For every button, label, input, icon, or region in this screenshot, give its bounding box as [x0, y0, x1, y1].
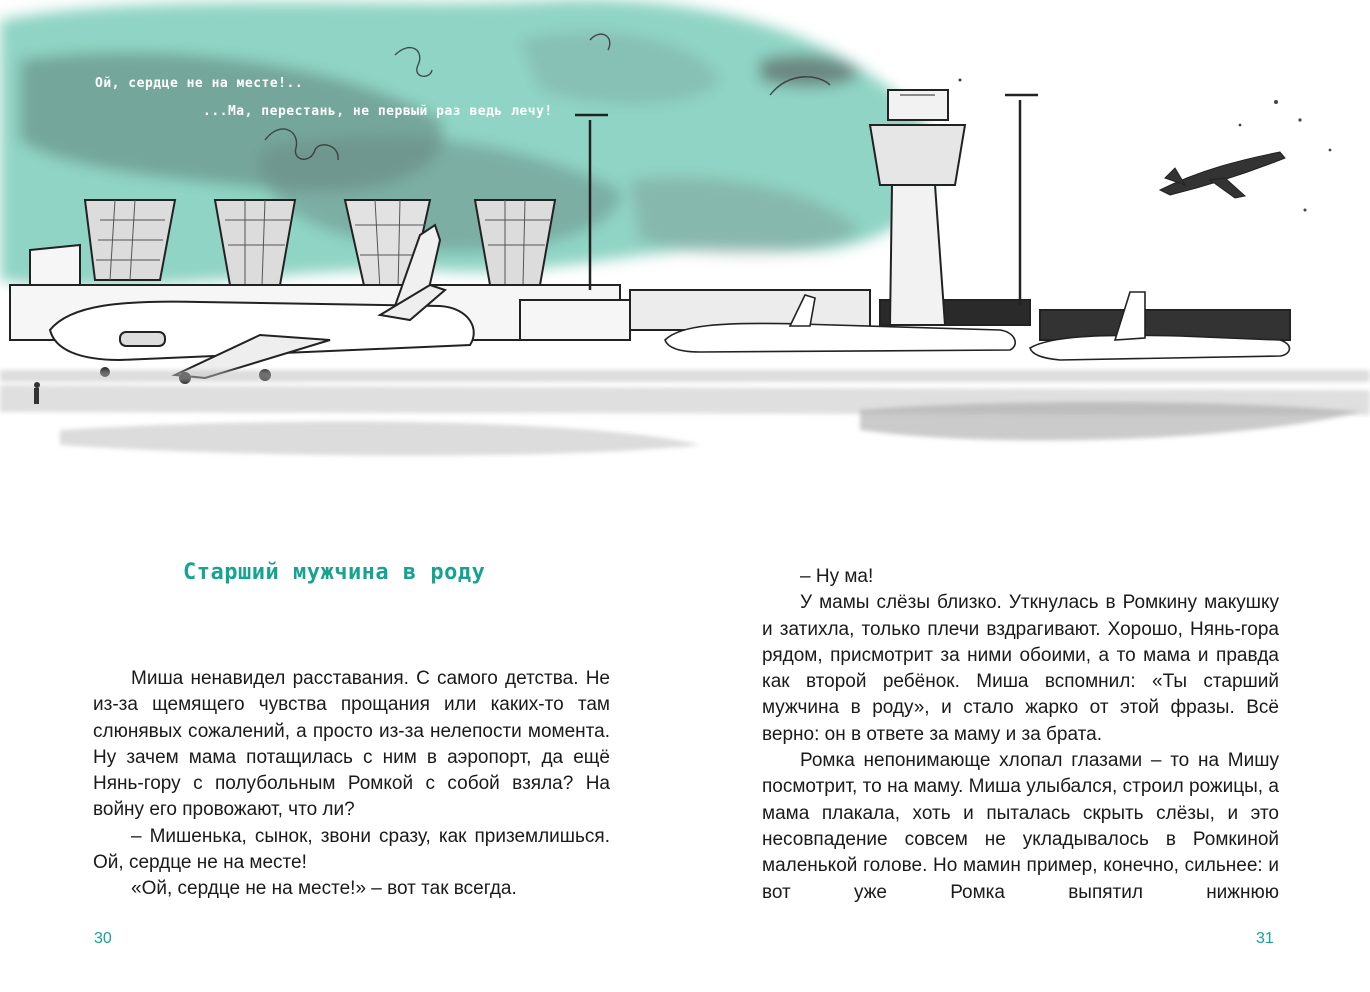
bird-marks [959, 79, 1332, 212]
speech-bubble-misha: ...Ма, перестань, не первый раз ведь лечу! [203, 104, 553, 119]
paragraph: – Мишенька, сынок, звони сразу, как приземлишься. Ой, сердце не на месте! [93, 825, 610, 874]
page-number-left: 30 [94, 930, 112, 947]
right-page-text [762, 564, 1279, 906]
paragraph: У мамы слёзы близко. Уткнулась в Ромкину макушку и затихла, только плечи вздрагивают. Хорошо, Нянь-гора рядом, присмотрит за ними обоими, а то мама и правда как второй ребёнок. Миша вспомнил: «Ты старший мужчина в роду», и стало жарко от этой фразы. Всё верно: он в ответе за маму и за брата. [762, 592, 1279, 745]
paragraph: – Ну ма! [800, 566, 874, 587]
ground-wash [0, 370, 1370, 456]
paragraph: «Ой, сердце не на месте!» – вот так всегда. [131, 878, 517, 900]
paragraph: Миша ненавидел расставания. С самого детства. Не из-за щемящего чувства прощания или каких-то там слюнявых сожалений, а просто из-за нелепости момента. Ну зачем мама потащилась с ним в аэропорт, да ещё Нянь-гору с полубольным Ромкой с собой взяла? На войну его провожают, что ли? [93, 668, 610, 821]
airport-illustration [0, 0, 1370, 480]
page-number-right: 31 [1256, 930, 1274, 947]
left-page-text [93, 666, 610, 903]
chapter-title: Старший мужчина в роду [183, 560, 486, 585]
airplane-takeoff [1160, 152, 1285, 198]
paragraph: Ромка непонимающе хлопал глазами – то на Мишу посмотрит, то на маму. Миша улыбался, строил рожицы, а мама плакала, хоть и пыталась скрыть слёзы, и это несовпадение совсем не укладывалось в Ромкиной маленькой голове. Но мамин пример, конечно, сильнее: и вот уже Ромка выпятил нижнюю [762, 750, 1279, 903]
speech-bubble-mom: Ой, сердце не на месте!.. [95, 76, 304, 91]
